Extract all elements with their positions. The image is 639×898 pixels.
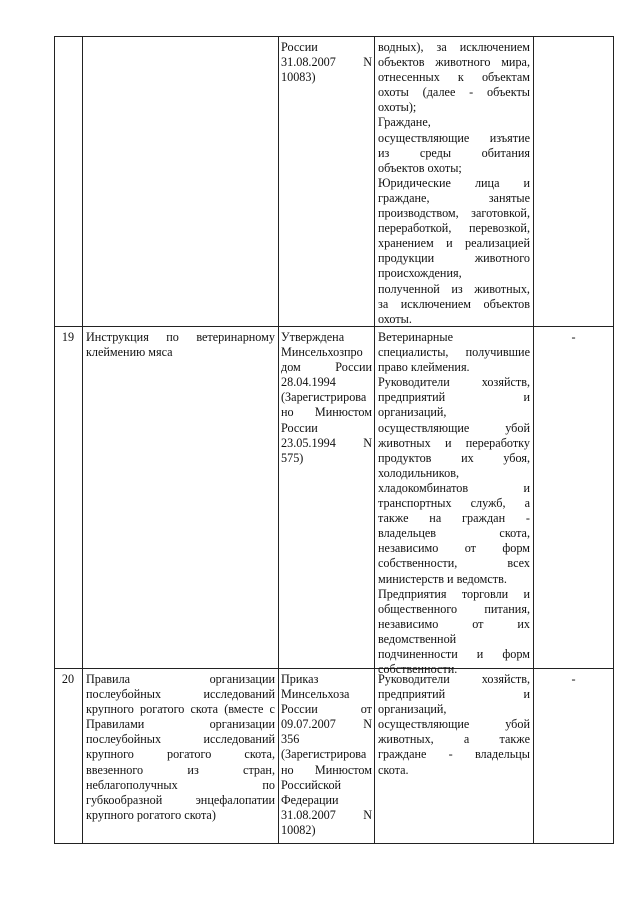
cell-line xyxy=(378,526,530,541)
cell-line: крупного рогатого скота) xyxy=(86,807,216,822)
cell-word: организации xyxy=(209,717,275,732)
column-divider xyxy=(54,36,55,844)
cell-word: хладокомбинатов xyxy=(378,480,469,495)
cell-line xyxy=(378,176,530,191)
cell-line: Федерации xyxy=(281,792,339,807)
cell-word: от xyxy=(464,541,476,556)
cell-word: служб, xyxy=(470,496,506,511)
cell-word: объектов xyxy=(378,55,425,70)
cell-word: дом xyxy=(281,360,301,375)
row-20-subjects-cell xyxy=(378,672,530,778)
cell-line xyxy=(378,206,530,221)
cell-word: и xyxy=(523,586,530,601)
row-19-title-cell xyxy=(86,330,275,360)
column-divider xyxy=(533,36,534,844)
cell-word: рогатого xyxy=(166,747,212,762)
cell-line xyxy=(378,421,530,436)
cell-word: объекты xyxy=(487,85,530,100)
cell-word: животных, xyxy=(474,281,530,296)
cell-word: но xyxy=(281,405,294,420)
cell-word: переработку xyxy=(465,435,530,450)
cell-word: на xyxy=(429,511,442,526)
table-border-top xyxy=(54,36,614,37)
cell-line: Минсельхоза xyxy=(281,687,350,702)
cell-word: скота, xyxy=(244,747,275,762)
cell-line xyxy=(378,55,530,70)
cell-word: предприятий xyxy=(378,687,446,702)
cell-word: Руководители xyxy=(378,375,450,390)
cell-line: 10082) xyxy=(281,822,316,837)
cell-word: рогатого xyxy=(140,702,185,717)
cell-word: России xyxy=(335,360,372,375)
cell-line xyxy=(378,511,530,526)
cell-word: их xyxy=(461,450,474,465)
cell-line xyxy=(378,647,530,662)
cell-word: хранением xyxy=(378,236,434,251)
row-19-subjects-cell xyxy=(378,330,530,677)
cell-line: 28.04.1994 xyxy=(281,375,336,390)
cell-word: убой xyxy=(505,717,530,732)
cell-line: скота. xyxy=(378,762,409,777)
cell-word: скота, xyxy=(499,526,530,541)
cell-word: исследований xyxy=(203,732,275,747)
cell-line xyxy=(378,191,530,206)
cell-line xyxy=(86,763,275,778)
cell-word: производством, xyxy=(378,206,459,221)
cell-word: N xyxy=(363,435,372,450)
cell-line xyxy=(378,345,530,360)
cell-word: по xyxy=(166,330,179,344)
cell-line: Ветеринарные xyxy=(378,330,454,344)
cell-line xyxy=(378,732,530,747)
cell-line: ведомственной xyxy=(378,631,457,646)
cell-word: Правила xyxy=(86,672,131,686)
cell-word: Минюстом xyxy=(314,405,372,420)
cell-word: N xyxy=(363,717,372,732)
cell-word: Юридические xyxy=(378,175,451,190)
row-19-extra-cell: - xyxy=(571,330,576,344)
cell-line xyxy=(378,717,530,732)
cell-line xyxy=(378,251,530,266)
cell-line xyxy=(378,375,530,390)
cell-line: охоты. xyxy=(378,311,412,326)
cell-line xyxy=(378,747,530,762)
cell-word: специалисты, xyxy=(378,345,449,360)
cell-word: исключением xyxy=(400,296,472,311)
cell-word: скота xyxy=(190,702,219,717)
cell-word: мира, xyxy=(501,55,530,70)
cell-line xyxy=(281,436,372,451)
cell-word: независимо xyxy=(378,541,439,556)
cell-word: Инструкция xyxy=(86,330,149,344)
column-divider xyxy=(278,36,279,844)
cell-word: осуществляющие xyxy=(378,130,470,145)
cell-line xyxy=(86,687,275,702)
cell-word: получившие xyxy=(465,345,530,360)
cell-word: крупного xyxy=(86,702,134,717)
cell-line xyxy=(378,70,530,85)
cell-line xyxy=(378,587,530,602)
cell-line xyxy=(86,672,275,687)
cell-line: (Зарегистрирова xyxy=(281,747,367,762)
cell-line: охоты); xyxy=(378,100,417,115)
cell-line: 10083) xyxy=(281,70,316,85)
row-number: 19 xyxy=(61,330,75,344)
cell-word: среды xyxy=(419,145,452,160)
cell-line: собственности. xyxy=(378,662,458,677)
cell-line xyxy=(378,221,530,236)
cell-word: объектов xyxy=(483,296,530,311)
cell-word: животного xyxy=(435,55,491,70)
cell-line xyxy=(378,617,530,632)
cell-word: независимо xyxy=(378,616,439,631)
cell-word: форм xyxy=(502,646,530,661)
cell-line xyxy=(281,702,372,717)
cell-word: - xyxy=(469,85,474,100)
cell-line xyxy=(378,40,530,55)
cell-word: и xyxy=(444,435,452,450)
cell-word: России xyxy=(281,702,318,717)
cell-word: граждане, xyxy=(378,190,430,205)
cell-line: России xyxy=(281,420,318,435)
cell-word: животных xyxy=(378,435,431,450)
cell-word: ввезенного xyxy=(86,762,144,777)
cell-line: министерств и ведомств. xyxy=(378,571,507,586)
cell-line xyxy=(86,778,275,793)
cell-word: неблагополучных xyxy=(86,777,178,792)
cell-word: энцефалопатии xyxy=(195,792,275,807)
cell-word: и xyxy=(446,236,453,251)
cell-line xyxy=(281,360,372,375)
cell-word: владельцы xyxy=(474,747,530,762)
cell-word: объектам xyxy=(481,70,530,85)
cell-word: водных), xyxy=(378,40,424,54)
cell-word: из xyxy=(378,145,390,160)
cell-word: осуществляющие xyxy=(378,717,470,732)
cell-line xyxy=(378,556,530,571)
cell-word: от xyxy=(360,702,372,717)
column-divider xyxy=(82,36,83,844)
cell-word: занятые xyxy=(488,190,530,205)
row-20-act-cell xyxy=(281,672,372,838)
cell-word: перевозкой, xyxy=(469,221,530,236)
cell-word: заготовкой, xyxy=(471,206,530,221)
row-19-act-cell xyxy=(281,330,372,466)
cell-word: послеубойных xyxy=(86,687,162,702)
cell-word: собственности, xyxy=(378,556,458,571)
cell-line: организаций, xyxy=(378,405,447,420)
cell-word: граждане xyxy=(378,747,427,762)
cell-line xyxy=(378,436,530,451)
cell-word: 23.05.1994 xyxy=(281,435,336,450)
cell-line xyxy=(378,496,530,511)
cell-word: переработкой, xyxy=(378,221,452,236)
cell-word: их xyxy=(517,616,530,631)
cell-line xyxy=(86,717,275,732)
cell-word: транспортных xyxy=(378,496,452,511)
cell-line xyxy=(86,793,275,808)
cell-word: с xyxy=(269,702,275,717)
cell-word: животного xyxy=(474,251,530,266)
cell-line xyxy=(281,405,372,420)
cell-word: 31.08.2007 xyxy=(281,807,336,822)
cell-word: подчиненности xyxy=(378,646,458,661)
cell-word: питания, xyxy=(484,601,530,616)
cell-word: изъятие xyxy=(489,130,530,145)
cell-word: но xyxy=(281,762,294,777)
cell-line xyxy=(378,146,530,161)
cell-line xyxy=(378,390,530,405)
cell-word: всех xyxy=(507,556,530,571)
cell-word: из xyxy=(451,281,463,296)
table-border-bottom xyxy=(54,843,614,844)
row-number: 20 xyxy=(61,672,75,686)
cell-word: губкообразной xyxy=(86,792,163,807)
cell-word: N xyxy=(363,55,372,70)
cell-word: крупного xyxy=(86,747,134,762)
cell-line: клеймению мяса xyxy=(86,345,173,360)
cell-word: 31.08.2007 xyxy=(281,55,336,70)
cell-word: к xyxy=(457,70,464,85)
cell-word: Правилами xyxy=(86,717,145,732)
cell-word: общественного xyxy=(378,601,458,616)
cell-word: продукции xyxy=(378,251,435,266)
cell-line xyxy=(281,717,372,732)
cell-word: от xyxy=(472,616,484,631)
cell-line: России xyxy=(281,40,318,54)
cell-word: хозяйств, xyxy=(481,672,530,686)
cell-line xyxy=(281,55,372,70)
cell-word: форм xyxy=(502,541,530,556)
cell-line xyxy=(378,297,530,312)
cell-line xyxy=(378,236,530,251)
cell-word: лица xyxy=(474,175,500,190)
cell-word: отнесенных xyxy=(378,70,440,85)
row-divider xyxy=(54,668,614,669)
cell-word: убой xyxy=(505,420,530,435)
cell-line: объектов охоты; xyxy=(378,160,462,175)
cell-word: полученной xyxy=(378,281,440,296)
cell-line: Граждане, xyxy=(378,115,431,130)
cell-word: реализацией xyxy=(465,236,530,251)
cell-line xyxy=(378,687,530,702)
cell-word: а xyxy=(463,732,470,747)
cell-word: - xyxy=(448,747,453,762)
cell-line: организаций, xyxy=(378,702,447,717)
cell-line: (Зарегистрирова xyxy=(281,390,367,405)
cell-line xyxy=(378,541,530,556)
cell-line xyxy=(378,451,530,466)
cell-word: также xyxy=(378,511,409,526)
cell-line xyxy=(378,131,530,146)
cell-line xyxy=(378,282,530,297)
cell-word: и xyxy=(523,175,530,190)
cell-line: право клеймения. xyxy=(378,360,470,375)
cell-line xyxy=(378,481,530,496)
row-divider xyxy=(54,326,614,327)
row-20-title-cell xyxy=(86,672,275,823)
cell-line xyxy=(378,602,530,617)
cell-word: а xyxy=(524,496,530,511)
cell-line xyxy=(86,702,275,717)
cell-word: N xyxy=(363,807,372,822)
cell-line xyxy=(86,747,275,762)
cell-word: осуществляющие xyxy=(378,420,470,435)
column-divider xyxy=(374,36,375,844)
cell-word: и xyxy=(523,480,530,495)
cell-line xyxy=(86,732,275,747)
cell-line: Российской xyxy=(281,777,342,792)
cell-line xyxy=(281,808,372,823)
cell-word: Минюстом xyxy=(314,762,372,777)
cell-word: организации xyxy=(209,672,275,686)
cell-word: из xyxy=(187,762,199,777)
cell-word: и xyxy=(523,390,530,405)
cell-line xyxy=(378,85,530,100)
column-divider xyxy=(613,36,614,844)
regulations-table xyxy=(54,36,614,844)
cell-word: исключением xyxy=(459,40,530,54)
cell-word: предприятий xyxy=(378,390,446,405)
cell-word: продуктов xyxy=(378,450,432,465)
cell-line: Утверждена xyxy=(281,330,345,344)
cell-line: происхождения, xyxy=(378,266,462,281)
cell-word: владельцев xyxy=(378,526,437,541)
cell-word: (вместе xyxy=(224,702,264,717)
cell-word: Руководители xyxy=(378,672,450,686)
cell-line xyxy=(281,763,372,778)
cell-word: охоты xyxy=(378,85,409,100)
row-a-act-cell xyxy=(281,40,372,85)
cell-word: торговли xyxy=(461,586,509,601)
cell-line xyxy=(86,330,275,345)
cell-line: 575) xyxy=(281,450,304,465)
cell-word: Предприятия xyxy=(378,586,447,601)
cell-word: (далее xyxy=(422,85,456,100)
cell-line: Минсельхозпро xyxy=(281,345,363,360)
cell-word: также xyxy=(499,732,530,747)
cell-word: ветеринарному xyxy=(196,330,275,344)
cell-line xyxy=(378,672,530,687)
cell-word: за xyxy=(378,296,389,311)
cell-word: убоя, xyxy=(503,450,530,465)
row-a-subjects-cell xyxy=(378,40,530,327)
cell-word: по xyxy=(262,777,275,792)
row-20-extra-cell: - xyxy=(571,672,576,686)
cell-line: Приказ xyxy=(281,672,319,686)
cell-word: стран, xyxy=(243,762,275,777)
cell-word: послеубойных xyxy=(86,732,162,747)
cell-word: животных, xyxy=(378,732,434,747)
cell-word: граждан xyxy=(462,511,506,526)
cell-word: хозяйств, xyxy=(481,375,530,390)
cell-word: и xyxy=(523,687,530,702)
cell-line: 356 xyxy=(281,732,300,747)
cell-word: - xyxy=(525,511,530,526)
cell-line: холодильников, xyxy=(378,465,459,480)
cell-word: обитания xyxy=(481,145,530,160)
cell-word: и xyxy=(476,646,484,661)
cell-word: 09.07.2007 xyxy=(281,717,336,732)
cell-word: за xyxy=(436,40,447,54)
cell-word: исследований xyxy=(203,687,275,702)
